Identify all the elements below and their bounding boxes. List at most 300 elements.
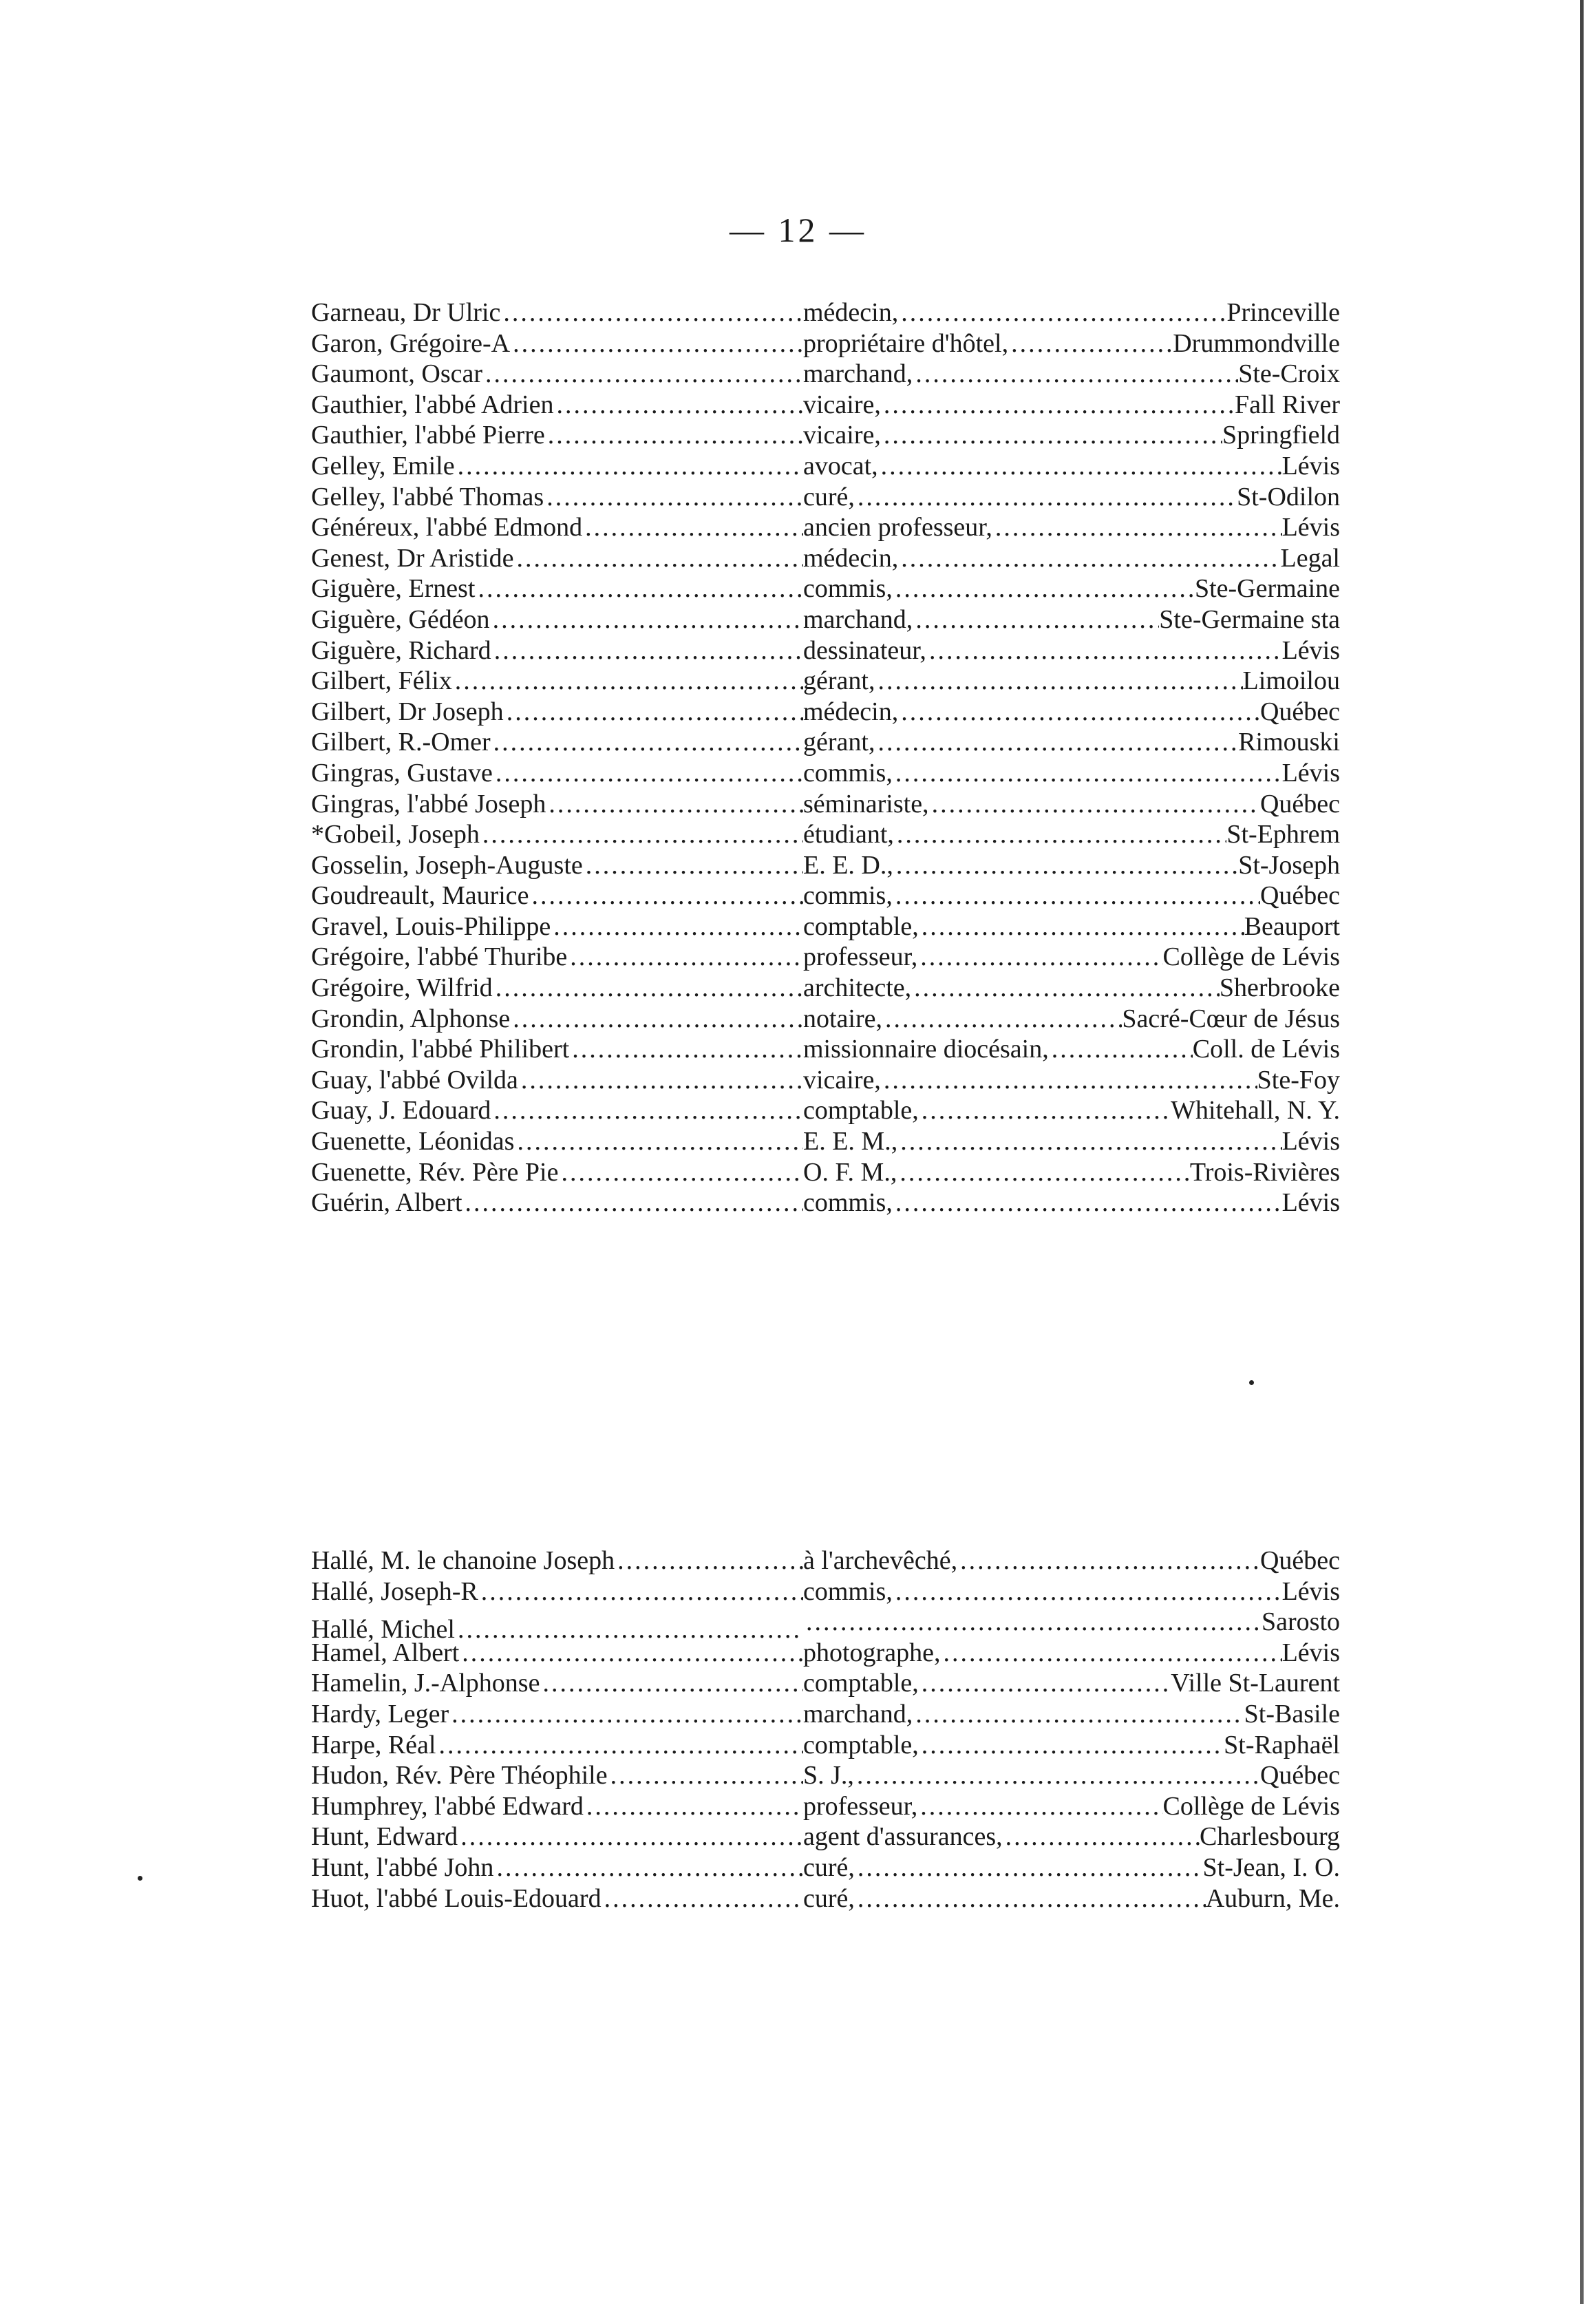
leader-dots — [881, 420, 1222, 451]
entry-name: Gaumont, Oscar — [311, 359, 483, 389]
leader-dots — [893, 1576, 1282, 1607]
entry-occupation-column — [803, 911, 1340, 942]
leader-dots — [491, 727, 803, 758]
speck-mark — [138, 1876, 142, 1881]
entry-occupation: commis, — [803, 1188, 893, 1218]
entry-occupation: missionnaire diocésain, — [803, 1035, 1049, 1064]
entry-name-column — [311, 1791, 803, 1822]
entry-name: Giguère, Ernest — [311, 574, 476, 604]
leader-dots — [459, 1638, 803, 1669]
entry-place: Ste-Germaine sta — [1159, 604, 1340, 634]
leader-dots — [917, 1791, 1162, 1822]
leader-dots — [913, 359, 1238, 390]
entry-occupation-column — [803, 573, 1340, 604]
directory-entry — [311, 1065, 1340, 1096]
entry-name-column — [311, 1699, 803, 1730]
directory-entry — [311, 604, 1340, 635]
directory-entry — [311, 758, 1340, 789]
leader-dots — [881, 1065, 1257, 1096]
directory-entry — [311, 1668, 1340, 1699]
entry-name-column — [311, 451, 803, 482]
directory-entry — [311, 1730, 1340, 1761]
entry-name: Goudreault, Maurice — [311, 881, 529, 911]
entry-occupation-column — [803, 727, 1340, 758]
entry-occupation: professeur, — [803, 1791, 918, 1821]
leader-dots — [452, 666, 803, 697]
entry-name: Gingras, Gustave — [311, 758, 493, 788]
entry-occupation-column — [803, 297, 1340, 328]
entry-occupation-column — [803, 1126, 1340, 1157]
entry-name-column — [311, 604, 803, 635]
entry-occupation-column — [803, 420, 1340, 451]
leader-dots — [893, 573, 1195, 604]
leader-dots — [893, 758, 1282, 789]
entry-name-column — [311, 1065, 803, 1096]
entry-occupation-column — [803, 1065, 1340, 1096]
entry-occupation-column — [803, 390, 1340, 421]
leader-dots — [919, 1095, 1171, 1126]
entry-name-column — [311, 512, 803, 543]
leader-dots — [919, 1668, 1171, 1699]
entry-name: Hamelin, J.-Alphonse — [311, 1669, 540, 1698]
entry-place: St-Joseph — [1238, 850, 1340, 880]
entry-name: Garon, Grégoire-A — [311, 328, 511, 358]
directory-entry — [311, 727, 1340, 758]
leader-dots — [436, 1730, 803, 1761]
leader-dots — [911, 973, 1220, 1004]
entry-place: Lévis — [1281, 513, 1340, 542]
entry-name: *Gobeil, Joseph — [311, 820, 480, 849]
entry-occupation-column — [803, 1668, 1340, 1699]
entry-name-column — [311, 1095, 803, 1126]
entry-occupation-column — [803, 819, 1340, 850]
entry-name-column — [311, 973, 803, 1004]
entry-occupation-column — [803, 512, 1340, 543]
entry-name-column — [311, 297, 803, 328]
entry-name-column — [311, 390, 803, 421]
entry-name: Gingras, l'abbé Joseph — [311, 789, 546, 818]
entry-occupation: agent d'assurances, — [803, 1822, 1003, 1852]
entry-name: Huot, l'abbé Louis-Edouard — [311, 1883, 602, 1913]
entry-name: Genest, Dr Aristide — [311, 543, 514, 573]
entry-occupation: marchand, — [803, 1699, 913, 1729]
directory-entry — [311, 512, 1340, 543]
entry-name-column — [311, 1883, 803, 1914]
entry-occupation-column — [803, 697, 1340, 728]
entry-occupation: professeur, — [803, 942, 918, 972]
entry-place: St-Odilon — [1237, 482, 1340, 511]
entry-occupation-column — [803, 1157, 1340, 1188]
leader-dots — [558, 1157, 803, 1188]
entry-occupation-column — [803, 1699, 1340, 1730]
entry-place: St-Raphaël — [1224, 1730, 1340, 1759]
directory-entry — [311, 850, 1340, 881]
directory-entry — [311, 1699, 1340, 1730]
entry-place: Lévis — [1281, 635, 1340, 665]
entry-name: Gravel, Louis-Philippe — [311, 911, 551, 941]
entry-name: Gauthier, l'abbé Adrien — [311, 390, 554, 419]
entry-place: Princeville — [1226, 298, 1340, 327]
leader-dots — [893, 880, 1260, 911]
entry-place: Sacré-Cœur de Jésus — [1122, 1004, 1340, 1033]
entry-name-column — [311, 1126, 803, 1157]
entry-name: Guay, l'abbé Ovilda — [311, 1065, 518, 1095]
page-number: — 12 — — [730, 211, 866, 249]
entry-name: Garneau, Dr Ulric — [311, 298, 501, 327]
entry-name-column — [311, 880, 803, 911]
directory-entry — [311, 1852, 1340, 1883]
entry-place: Lévis — [1281, 1576, 1340, 1606]
entry-occupation: photographe, — [803, 1638, 941, 1667]
entry-occupation-column — [803, 1730, 1340, 1761]
leader-dots — [493, 758, 803, 789]
leader-dots — [455, 451, 803, 482]
entry-place: Legal — [1280, 543, 1340, 573]
entry-name: Guay, J. Edouard — [311, 1096, 491, 1125]
leader-dots — [584, 1791, 803, 1822]
leader-dots — [510, 328, 803, 359]
entry-occupation-column — [803, 451, 1340, 482]
entry-occupation-column — [803, 1607, 1340, 1638]
directory-entry — [311, 1607, 1340, 1644]
entry-place: Québec — [1259, 1761, 1340, 1790]
entry-name-column — [311, 420, 803, 451]
leader-dots — [514, 1126, 803, 1157]
entry-occupation-column — [803, 635, 1340, 666]
leader-dots — [897, 1157, 1190, 1188]
directory-entry — [311, 1126, 1340, 1157]
entry-occupation-column — [803, 1187, 1340, 1218]
entry-occupation: propriétaire d'hôtel, — [803, 328, 1009, 358]
entry-name-column — [311, 1668, 803, 1699]
leader-dots — [893, 1187, 1282, 1218]
entry-name-column — [311, 1730, 803, 1761]
entry-name-column — [311, 1004, 803, 1035]
entry-occupation-column — [803, 359, 1340, 390]
directory-entry — [311, 697, 1340, 728]
entry-occupation-column — [803, 973, 1340, 1004]
entry-occupation-column — [803, 1545, 1340, 1576]
entry-occupation: à l'archevêché, — [803, 1546, 958, 1575]
entry-name: Guenette, Léonidas — [311, 1127, 515, 1156]
entry-name: Gilbert, Félix — [311, 666, 452, 696]
entry-occupation: médecin, — [803, 543, 899, 573]
directory-section-h — [311, 1545, 1340, 1914]
entry-occupation: commis, — [803, 881, 893, 911]
entry-name: Giguère, Gédéon — [311, 604, 490, 634]
leader-dots — [913, 1699, 1244, 1730]
leader-dots — [855, 1852, 1203, 1883]
leader-dots — [875, 727, 1238, 758]
directory-entry — [311, 635, 1340, 666]
directory-entry — [311, 789, 1340, 820]
entry-occupation: dessinateur, — [803, 635, 926, 665]
directory-entry — [311, 880, 1340, 911]
directory-entry — [311, 666, 1340, 697]
entry-name-column — [311, 727, 803, 758]
leader-dots — [478, 1576, 803, 1607]
leader-dots — [491, 1095, 803, 1126]
entry-name: Guérin, Albert — [311, 1188, 462, 1218]
entry-occupation: notaire, — [803, 1004, 883, 1033]
entry-place: Whitehall, N. Y. — [1171, 1096, 1340, 1125]
entry-name: Guenette, Rév. Père Pie — [311, 1157, 559, 1187]
entry-place: Québec — [1259, 1546, 1340, 1575]
directory-entry — [311, 911, 1340, 942]
directory-entry — [311, 1791, 1340, 1822]
entry-name-column — [311, 758, 803, 789]
leader-dots — [480, 819, 803, 850]
leader-dots — [894, 819, 1226, 850]
entry-occupation-column — [803, 1576, 1340, 1607]
leader-dots — [898, 697, 1260, 728]
leader-dots — [898, 543, 1280, 574]
entry-place: Lévis — [1281, 1188, 1340, 1218]
entry-place: Sherbrooke — [1219, 973, 1340, 1003]
entry-occupation-column — [803, 850, 1340, 881]
leader-dots — [875, 666, 1242, 697]
entry-occupation: vicaire, — [803, 1065, 881, 1095]
entry-place: Québec — [1259, 881, 1340, 911]
entry-place: Québec — [1259, 789, 1340, 818]
entry-place: Collège de Lévis — [1162, 942, 1340, 972]
directory-entry — [311, 1034, 1340, 1065]
entry-occupation-column — [803, 1638, 1340, 1669]
entry-name-column — [311, 666, 803, 697]
entry-occupation-column — [803, 942, 1340, 973]
leader-dots — [482, 359, 803, 390]
entry-place: Auburn, Me. — [1205, 1883, 1340, 1913]
entry-occupation-column — [803, 1760, 1340, 1791]
entry-occupation-column — [803, 1852, 1340, 1883]
entry-name: Hunt, Edward — [311, 1822, 458, 1852]
entry-occupation: gérant, — [803, 728, 875, 757]
leader-dots — [462, 1187, 803, 1218]
entry-occupation-column — [803, 543, 1340, 574]
entry-place: St-Ephrem — [1226, 820, 1340, 849]
entry-occupation: E. E. D., — [803, 850, 893, 880]
leader-dots — [518, 1065, 803, 1096]
leader-dots — [615, 1545, 803, 1576]
entry-name-column — [311, 1545, 803, 1576]
entry-name-column — [311, 1034, 803, 1065]
entry-occupation: avocat, — [803, 451, 878, 480]
entry-occupation: commis, — [803, 1576, 893, 1606]
entry-place: Charlesbourg — [1199, 1822, 1340, 1852]
directory-entry — [311, 1545, 1340, 1576]
leader-dots — [893, 850, 1238, 881]
directory-entry — [311, 543, 1340, 574]
entry-occupation-column — [803, 482, 1340, 513]
entry-occupation-column — [803, 1034, 1340, 1065]
entry-place: Rimouski — [1238, 728, 1340, 757]
entry-occupation: médecin, — [803, 697, 899, 726]
leader-dots — [919, 911, 1244, 942]
entry-place: St-Basile — [1244, 1699, 1340, 1729]
entry-place: Lévis — [1281, 1638, 1340, 1667]
entry-name-column — [311, 543, 803, 574]
entry-occupation: S. J., — [803, 1761, 854, 1790]
directory-entry — [311, 297, 1340, 328]
entry-name: Grondin, Alphonse — [311, 1004, 511, 1033]
entry-name-column — [311, 328, 803, 359]
entry-occupation-column — [803, 328, 1340, 359]
directory-entry — [311, 1821, 1340, 1852]
leader-dots — [545, 420, 803, 451]
leader-dots — [458, 1821, 803, 1852]
directory-entry — [311, 573, 1340, 604]
leader-dots — [878, 451, 1282, 482]
entry-occupation: curé, — [803, 482, 855, 511]
entry-occupation: comptable, — [803, 1730, 919, 1759]
leader-dots — [540, 1668, 803, 1699]
directory-section-g — [311, 297, 1340, 1218]
entry-name: Hallé, Michel — [311, 1614, 455, 1644]
entry-occupation-column — [803, 666, 1340, 697]
entry-occupation: commis, — [803, 574, 893, 604]
entry-name: Hallé, M. le chanoine Joseph — [311, 1546, 615, 1575]
entry-occupation-column — [803, 1883, 1340, 1914]
leader-dots — [500, 297, 803, 328]
entry-occupation: ancien professeur, — [803, 513, 992, 542]
leader-dots — [567, 942, 803, 973]
directory-entry — [311, 390, 1340, 421]
entry-name: Hardy, Leger — [311, 1699, 449, 1729]
entry-occupation-column — [803, 1821, 1340, 1852]
entry-place: Coll. de Lévis — [1192, 1035, 1340, 1064]
leader-dots — [504, 697, 803, 728]
directory-entry — [311, 1004, 1340, 1035]
leader-dots — [881, 390, 1235, 421]
leader-dots — [553, 390, 803, 421]
entry-name-column — [311, 573, 803, 604]
leader-dots — [898, 297, 1226, 328]
leader-dots — [475, 573, 803, 604]
leader-dots — [855, 482, 1237, 513]
leader-dots — [992, 512, 1282, 543]
leader-dots — [1008, 328, 1173, 359]
leader-dots — [510, 1004, 803, 1035]
leader-dots — [913, 604, 1159, 635]
entry-name: Hudon, Rév. Père Théophile — [311, 1761, 608, 1790]
entry-place: Collège de Lévis — [1162, 1791, 1340, 1821]
entry-name: Hamel, Albert — [311, 1638, 460, 1667]
entry-name-column — [311, 1821, 803, 1852]
entry-name-column — [311, 789, 803, 820]
directory-entry — [311, 1576, 1340, 1607]
entry-occupation: vicaire, — [803, 421, 881, 450]
leader-dots — [1049, 1034, 1193, 1065]
leader-dots — [897, 1126, 1281, 1157]
leader-dots — [513, 543, 803, 574]
entry-name-column — [311, 911, 803, 942]
leader-dots — [602, 1883, 803, 1914]
entry-place: Beauport — [1244, 911, 1340, 941]
entry-name: Hallé, Joseph-R — [311, 1576, 478, 1606]
page-edge-mark — [1580, 0, 1584, 2304]
entry-occupation: architecte, — [803, 973, 912, 1003]
entry-occupation: gérant, — [803, 666, 875, 696]
entry-occupation: étudiant, — [803, 820, 894, 849]
entry-name: Gilbert, Dr Joseph — [311, 697, 504, 726]
entry-name: Humphrey, l'abbé Edward — [311, 1791, 584, 1821]
entry-place: Trois-Rivières — [1189, 1157, 1340, 1187]
entry-occupation-column — [803, 789, 1340, 820]
entry-place: Lévis — [1281, 1127, 1340, 1156]
leader-dots — [551, 911, 803, 942]
entry-occupation: médecin, — [803, 298, 899, 327]
entry-name-column — [311, 482, 803, 513]
leader-dots — [854, 1760, 1260, 1791]
leader-dots — [529, 880, 803, 911]
entry-name: Grégoire, Wilfrid — [311, 973, 493, 1003]
entry-occupation: marchand, — [803, 359, 913, 389]
entry-name-column — [311, 1576, 803, 1607]
directory-entry — [311, 482, 1340, 513]
entry-occupation: E. E. M., — [803, 1127, 898, 1156]
leader-dots — [803, 1607, 1262, 1638]
leader-dots — [449, 1699, 803, 1730]
entry-place: Lévis — [1281, 758, 1340, 788]
entry-name: Giguère, Richard — [311, 635, 491, 665]
entry-name: Gelley, Emile — [311, 451, 455, 480]
directory-entry — [311, 1638, 1340, 1669]
directory-entry — [311, 819, 1340, 850]
entry-occupation: marchand, — [803, 604, 913, 634]
entry-occupation: comptable, — [803, 1096, 919, 1125]
leader-dots — [940, 1638, 1281, 1669]
entry-name: Gauthier, l'abbé Pierre — [311, 421, 545, 450]
entry-place: Ste-Germaine — [1194, 574, 1340, 604]
leader-dots — [855, 1883, 1206, 1914]
entry-occupation: commis, — [803, 758, 893, 788]
directory-entry — [311, 1187, 1340, 1218]
entry-name-column — [311, 1157, 803, 1188]
entry-occupation-column — [803, 1791, 1340, 1822]
entry-name-column — [311, 1638, 803, 1669]
speck-mark — [1249, 1380, 1254, 1385]
leader-dots — [919, 1730, 1224, 1761]
leader-dots — [582, 512, 803, 543]
entry-name-column — [311, 1852, 803, 1883]
entry-occupation: séminariste, — [803, 789, 929, 818]
directory-entry — [311, 328, 1340, 359]
entry-occupation: curé, — [803, 1883, 855, 1913]
entry-name: Gilbert, R.-Omer — [311, 728, 491, 757]
leader-dots — [917, 942, 1162, 973]
entry-place: Ville St-Laurent — [1171, 1669, 1340, 1698]
entry-name: Gosselin, Joseph-Auguste — [311, 850, 583, 880]
directory-entry — [311, 451, 1340, 482]
entry-name-column — [311, 819, 803, 850]
leader-dots — [490, 604, 803, 635]
entry-name: Harpe, Réal — [311, 1730, 436, 1759]
entry-name-column — [311, 850, 803, 881]
leader-dots — [1003, 1821, 1200, 1852]
entry-place: Lévis — [1281, 451, 1340, 480]
leader-dots — [569, 1034, 803, 1065]
entry-place: Ste-Croix — [1238, 359, 1340, 389]
entry-name-column — [311, 1187, 803, 1218]
entry-place: Fall River — [1234, 390, 1340, 419]
entry-place: Ste-Foy — [1257, 1065, 1340, 1095]
leader-dots — [544, 482, 803, 513]
entry-occupation-column — [803, 880, 1340, 911]
directory-entry — [311, 1883, 1340, 1914]
directory-entry — [311, 1095, 1340, 1126]
entry-name: Généreux, l'abbé Edmond — [311, 513, 583, 542]
entry-name-column — [311, 359, 803, 390]
